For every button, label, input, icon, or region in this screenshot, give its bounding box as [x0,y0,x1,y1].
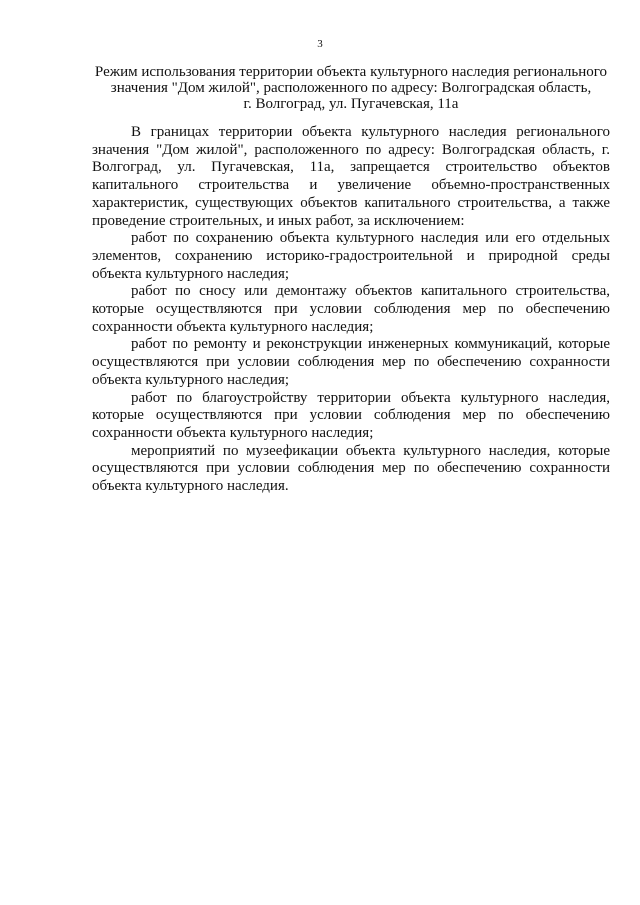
body-paragraph-intro: В границах территории объекта культурного наследия регионального значения "Дом жилой", расположенного по адресу: Волгоградская область, г. Волгоград, ул. Пугачевская, 11а, запрещается строительство объектов капитального строительства и увеличение объемно-пространственных характеристик, существующих объектов капитального строительства, а также проведение строительных, и иных работ, за исключением: [92,124,610,229]
body-paragraph-demolition: работ по сносу или демонтажу объектов капитального строительства, которые осуществляются при условии соблюдения мер по обеспечению сохранности объекта культурного наследия; [92,283,610,335]
title-line: значения "Дом жилой", расположенного по адресу: Волгоградская область, [110,80,592,96]
body-paragraph-utilities: работ по ремонту и реконструкции инженерных коммуникаций, которые осуществляются при условии соблюдения мер по обеспечению сохранности объекта культурного наследия; [92,336,610,388]
document-body [92,124,610,496]
title-line: г. Волгоград, ул. Пугачевская, 11а [243,96,459,112]
body-paragraph-preservation: работ по сохранению объекта культурного наследия или его отдельных элементов, сохранению историко-градостроительной и природной среды объекта культурного наследия; [92,230,610,282]
page-number: 3 [317,38,323,50]
body-paragraph-landscaping: работ по благоустройству территории объекта культурного наследия, которые осуществляются при условии соблюдения мер по обеспечению сохранности объекта культурного наследия; [92,389,610,441]
document-title [88,64,614,112]
title-line: Режим использования территории объекта культурного наследия регионального [94,64,608,80]
body-paragraph-museumification: мероприятий по музеефикации объекта культурного наследия, которые осуществляются при условии соблюдения мер по обеспечению сохранности объекта культурного наследия. [92,442,610,495]
